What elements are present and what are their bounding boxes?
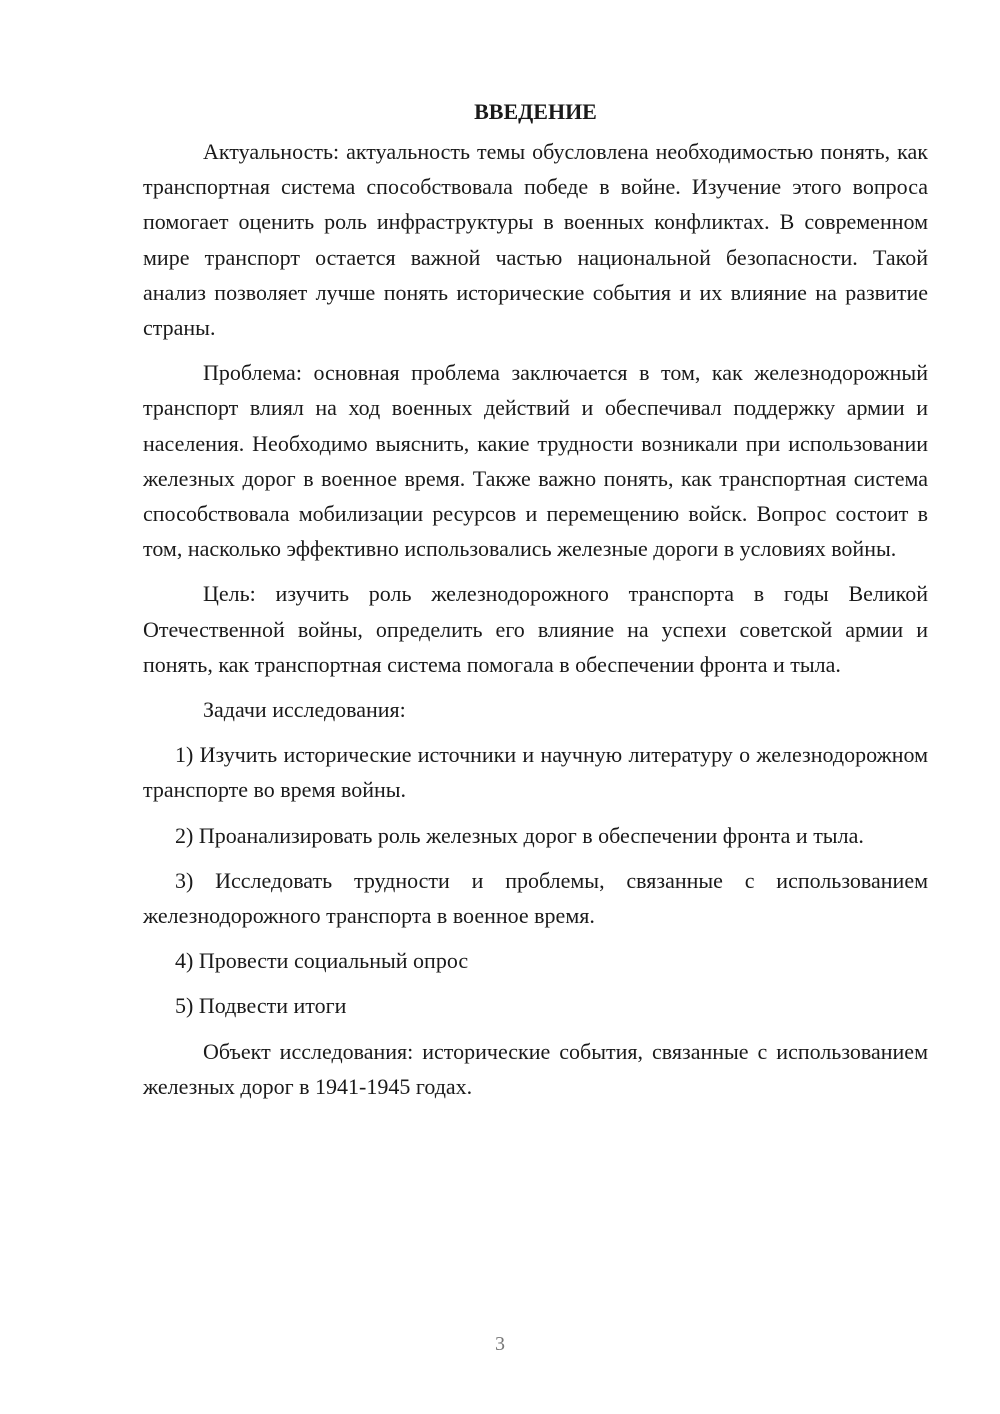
- task-item-4: 4) Провести социальный опрос: [175, 948, 469, 974]
- task-item-5: 5) Подвести итоги: [175, 993, 347, 1019]
- tasks-heading: Задачи исследования:: [203, 697, 406, 723]
- problem-paragraph: Проблема: основная проблема заключается в том, как железнодорожный транспорт влиял на ход военных действий и обеспечивал поддержку армии и населения. Необходимо выяснить, какие трудности возникали при использовании железных дорог в военное время. Также важно понять, как транспортная система способствовала мобилизации ресурсов и перемещению войск. Вопрос состоит в том, насколько эффективно использовались железные дороги в условиях войны.: [143, 360, 928, 562]
- task-item-3: 3) Исследовать трудности и проблемы, связанные с использованием железнодорожного транспорта в военное время.: [143, 867, 928, 929]
- object-paragraph: Объект исследования: исторические события, связанные с использованием железных дорог в 1941-1945 годах.: [143, 1038, 928, 1099]
- task-item-2: 2) Проанализировать роль железных дорог в обеспечении фронта и тыла.: [175, 822, 864, 848]
- page-number: 3: [495, 1333, 505, 1355]
- page-title: ВВЕДЕНИЕ: [474, 99, 597, 124]
- page-content: [143, 97, 928, 1114]
- relevance-paragraph: Актуальность: актуальность темы обусловлена необходимостью понять, как транспортная система способствовала победе в войне. Изучение этого вопроса помогает оценить роль инфраструктуры в военных конфликтах. В современном мире транспорт остается важной частью национальной безопасности. Такой анализ позволяет лучше понять исторические события и их влияние на развитие страны.: [143, 139, 928, 341]
- goal-paragraph: Цель: изучить роль железнодорожного транспорта в годы Великой Отечественной войны, определить его влияние на успехи советской армии и понять, как транспортная система помогала в обеспечении фронта и тыла.: [143, 581, 928, 677]
- task-item-1: 1) Изучить исторические источники и научную литературу о железнодорожном транспорте во время войны.: [143, 742, 928, 803]
